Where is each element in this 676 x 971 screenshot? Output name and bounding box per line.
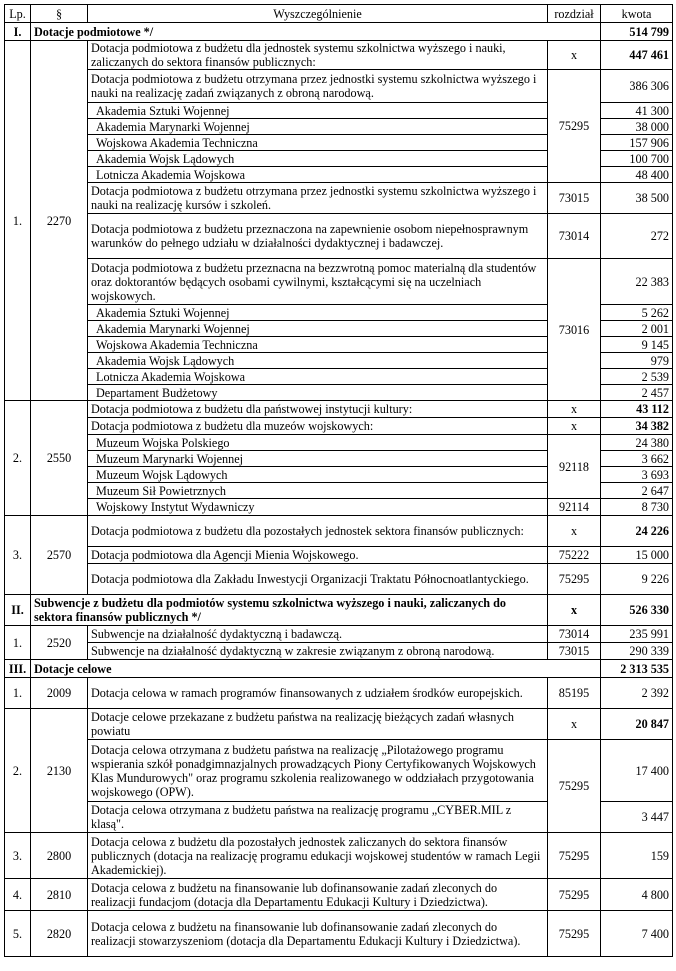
header-chapter: rozdział [548, 5, 601, 23]
item-description: Dotacja podmiotowa z budżetu dla jednostek systemu szkolnictwa wyższego i nauki, zaliczanych do sektora finansów publicznych: [88, 41, 548, 70]
sub-item-description: Muzeum Marynarki Wojennej [88, 451, 548, 467]
item-paragraph: 2550 [31, 401, 88, 516]
item-number: 1. [5, 678, 31, 709]
item-chapter: 75295 [548, 70, 601, 183]
item-amount: 235 991 [601, 626, 673, 643]
table-row [5, 259, 673, 305]
table-row [5, 740, 673, 802]
table-row [5, 833, 673, 879]
table-row [5, 643, 673, 660]
sub-item-description: Lotnicza Akademia Wojskowa [88, 167, 548, 183]
header-paragraph: § [31, 5, 88, 23]
item-chapter: 73015 [548, 183, 601, 214]
table-row [5, 41, 673, 70]
sub-item-amount: 2 001 [601, 321, 673, 337]
sub-item-description: Akademia Marynarki Wojennej [88, 321, 548, 337]
table-row [5, 547, 673, 564]
item-amount: 38 500 [601, 183, 673, 214]
sub-item-description: Akademia Wojsk Lądowych [88, 353, 548, 369]
item-chapter: 75222 [548, 547, 601, 564]
table-row [5, 435, 673, 451]
table-row [5, 183, 673, 214]
item-description: Dotacja celowa z budżetu na finansowanie lub dofinansowanie zadań zleconych do realizacji fundacjom (dotacja dla Departamentu Edukacji Kultury i Dziedzictwa). [88, 879, 548, 911]
item-paragraph: 2820 [31, 911, 88, 957]
item-amount: 20 847 [601, 709, 673, 740]
item-description: Subwencje na działalność dydaktyczną i badawczą. [88, 626, 548, 643]
sub-item-description: Akademia Sztuki Wojennej [88, 305, 548, 321]
item-description: Dotacja celowa w ramach programów finansowanych z udziałem środków europejskich. [88, 678, 548, 709]
item-chapter: 92114 [548, 499, 601, 516]
item-amount: 159 [601, 833, 673, 879]
item-paragraph: 2009 [31, 678, 88, 709]
item-paragraph: 2800 [31, 833, 88, 879]
section-amount: 526 330 [601, 595, 673, 626]
sub-item-description: Wojskowy Instytut Wydawniczy [88, 499, 548, 516]
sub-item-description: Departament Budżetowy [88, 385, 548, 401]
item-number: 2. [5, 709, 31, 833]
section-number: II. [5, 595, 31, 626]
item-description: Dotacja podmiotowa z budżetu otrzymana przez jednostki systemu szkolnictwa wyższego i nauki na realizację zadań związanych z obroną narodową. [88, 70, 548, 103]
item-chapter: 75295 [548, 879, 601, 911]
item-description: Dotacja celowa otrzymana z budżetu państwa na realizację programu „CYBER.MIL z klasą". [88, 802, 548, 833]
item-chapter: 85195 [548, 678, 601, 709]
item-amount: 24 226 [601, 516, 673, 547]
item-description: Dotacja podmiotowa dla Zakładu Inwestycji Organizacji Traktatu Północnoatlantyckiego. [88, 564, 548, 595]
section-amount: 514 799 [601, 23, 673, 41]
sub-item-amount: 157 906 [601, 135, 673, 151]
item-chapter: 75295 [548, 911, 601, 957]
sub-item-amount: 38 000 [601, 119, 673, 135]
item-amount: 8 730 [601, 499, 673, 516]
item-chapter: 73014 [548, 626, 601, 643]
header-row [5, 5, 673, 23]
table-row [5, 70, 673, 103]
sub-item-amount: 100 700 [601, 151, 673, 167]
item-description: Dotacja podmiotowa z budżetu dla państwowej instytucji kultury: [88, 401, 548, 418]
item-amount: 15 000 [601, 547, 673, 564]
item-amount: 17 400 [601, 740, 673, 802]
item-chapter: 73014 [548, 214, 601, 259]
sub-item-description: Muzeum Sił Powietrznych [88, 483, 548, 499]
table-row [5, 418, 673, 435]
item-paragraph: 2130 [31, 709, 88, 833]
item-description: Dotacja podmiotowa z budżetu dla pozostałych jednostek sektora finansów publicznych: [88, 516, 548, 547]
item-paragraph: 2270 [31, 41, 88, 401]
sub-item-description: Akademia Wojsk Lądowych [88, 151, 548, 167]
header-description: Wyszczególnienie [88, 5, 548, 23]
item-chapter: x [548, 418, 601, 435]
header-lp: Lp. [5, 5, 31, 23]
item-amount: 447 461 [601, 41, 673, 70]
table-row [5, 401, 673, 418]
item-description: Subwencje na działalność dydaktyczną w zakresie związanym z obroną narodową. [88, 643, 548, 660]
sub-item-amount: 2 647 [601, 483, 673, 499]
item-number: 1. [5, 626, 31, 660]
sub-item-description: Wojskowa Akademia Techniczna [88, 337, 548, 353]
item-chapter: 73015 [548, 643, 601, 660]
sub-item-amount: 3 662 [601, 451, 673, 467]
item-description: Dotacja podmiotowa z budżetu przeznaczona na zapewnienie osobom niepełnosprawnym warunków do pełnego udziału w działalności dydaktycznej i badawczej. [88, 214, 548, 259]
item-amount: 2 392 [601, 678, 673, 709]
item-paragraph: 2810 [31, 879, 88, 911]
table-row [5, 709, 673, 740]
item-chapter: x [548, 516, 601, 547]
item-chapter: x [548, 401, 601, 418]
budget-table [4, 4, 673, 957]
section-number: III. [5, 660, 31, 678]
sub-item-amount: 9 145 [601, 337, 673, 353]
item-amount: 4 800 [601, 879, 673, 911]
section-row [5, 595, 673, 626]
sub-item-amount: 24 380 [601, 435, 673, 451]
section-amount: 2 313 535 [601, 660, 673, 678]
item-chapter: x [548, 41, 601, 70]
item-description: Dotacja celowa z budżetu dla pozostałych jednostek zaliczanych do sektora finansów publicznych (dotacja na realizację programu edukacji wojskowej studentów w ramach Legii Akademickiej). [88, 833, 548, 879]
section-label: Dotacje celowe [31, 660, 601, 678]
item-number: 2. [5, 401, 31, 516]
section-label: Subwencje z budżetu dla podmiotów systemu szkolnictwa wyższego i nauki, zaliczanych do sektora finansów publicznych */ [31, 595, 548, 626]
sub-item-description: Akademia Marynarki Wojennej [88, 119, 548, 135]
item-amount: 7 400 [601, 911, 673, 957]
section-row [5, 660, 673, 678]
section-chapter: x [548, 595, 601, 626]
sub-item-amount: 41 300 [601, 103, 673, 119]
item-paragraph: 2570 [31, 516, 88, 595]
item-amount: 3 447 [601, 802, 673, 833]
sub-item-amount: 979 [601, 353, 673, 369]
item-amount: 272 [601, 214, 673, 259]
sub-item-description: Akademia Sztuki Wojennej [88, 103, 548, 119]
item-chapter: 75295 [548, 833, 601, 879]
item-number: 1. [5, 41, 31, 401]
section-row [5, 23, 673, 41]
item-description: Dotacja celowa z budżetu na finansowanie lub dofinansowanie zadań zleconych do realizacji stowarzyszeniom (dotacja dla Departamentu Edukacji Kultury i Dziedzictwa). [88, 911, 548, 957]
item-amount: 290 339 [601, 643, 673, 660]
item-description: Dotacja podmiotowa z budżetu przeznacna na bezzwrotną pomoc materialną dla studentów oraz doktorantów będących osobami cywilnymi, kształcącymi się na uczelniach wojskowych. [88, 259, 548, 305]
sub-item-description: Muzeum Wojska Polskiego [88, 435, 548, 451]
table-row [5, 626, 673, 643]
table-row [5, 499, 673, 516]
item-number: 3. [5, 516, 31, 595]
item-amount: 386 306 [601, 70, 673, 103]
item-description: Dotacja celowa otrzymana z budżetu państwa na realizację „Pilotażowego programu wspierania szkół ponadgimnazjalnych prowadzących Piony Certyfikowanych Wojskowych Klas Mundurowych" oraz programu szkolenia realizowanego w oddziałach przygotowania wojskowego (OPW). [88, 740, 548, 802]
item-amount: 43 112 [601, 401, 673, 418]
item-description: Dotacja podmiotowa dla Agencji Mienia Wojskowego. [88, 547, 548, 564]
table-row [5, 564, 673, 595]
section-number: I. [5, 23, 31, 41]
item-paragraph: 2520 [31, 626, 88, 660]
item-number: 5. [5, 911, 31, 957]
item-amount: 9 226 [601, 564, 673, 595]
sub-item-amount: 3 693 [601, 467, 673, 483]
item-description: Dotacje celowe przekazane z budżetu państwa na realizację bieżących zadań własnych powiatu [88, 709, 548, 740]
table-row [5, 911, 673, 957]
sub-item-description: Muzeum Wojsk Lądowych [88, 467, 548, 483]
item-amount: 34 382 [601, 418, 673, 435]
sub-item-amount: 2 457 [601, 385, 673, 401]
sub-item-description: Lotnicza Akademia Wojskowa [88, 369, 548, 385]
item-chapter: 75295 [548, 564, 601, 595]
item-description: Dotacja podmiotowa z budżetu dla muzeów wojskowych: [88, 418, 548, 435]
header-amount: kwota [601, 5, 673, 23]
table-row [5, 516, 673, 547]
item-chapter: 75295 [548, 740, 601, 833]
table-row [5, 678, 673, 709]
sub-item-amount: 5 262 [601, 305, 673, 321]
table-row [5, 879, 673, 911]
sub-item-amount: 48 400 [601, 167, 673, 183]
item-number: 3. [5, 833, 31, 879]
sub-item-description: Wojskowa Akademia Techniczna [88, 135, 548, 151]
table-row [5, 214, 673, 259]
sub-item-amount: 2 539 [601, 369, 673, 385]
item-amount: 22 383 [601, 259, 673, 305]
item-chapter: 73016 [548, 259, 601, 401]
item-number: 4. [5, 879, 31, 911]
section-label: Dotacje podmiotowe */ [31, 23, 601, 41]
item-chapter: x [548, 709, 601, 740]
item-description: Dotacja podmiotowa z budżetu otrzymana przez jednostki systemu szkolnictwa wyższego i nauki na realizację kursów i szkoleń. [88, 183, 548, 214]
item-chapter: 92118 [548, 435, 601, 499]
